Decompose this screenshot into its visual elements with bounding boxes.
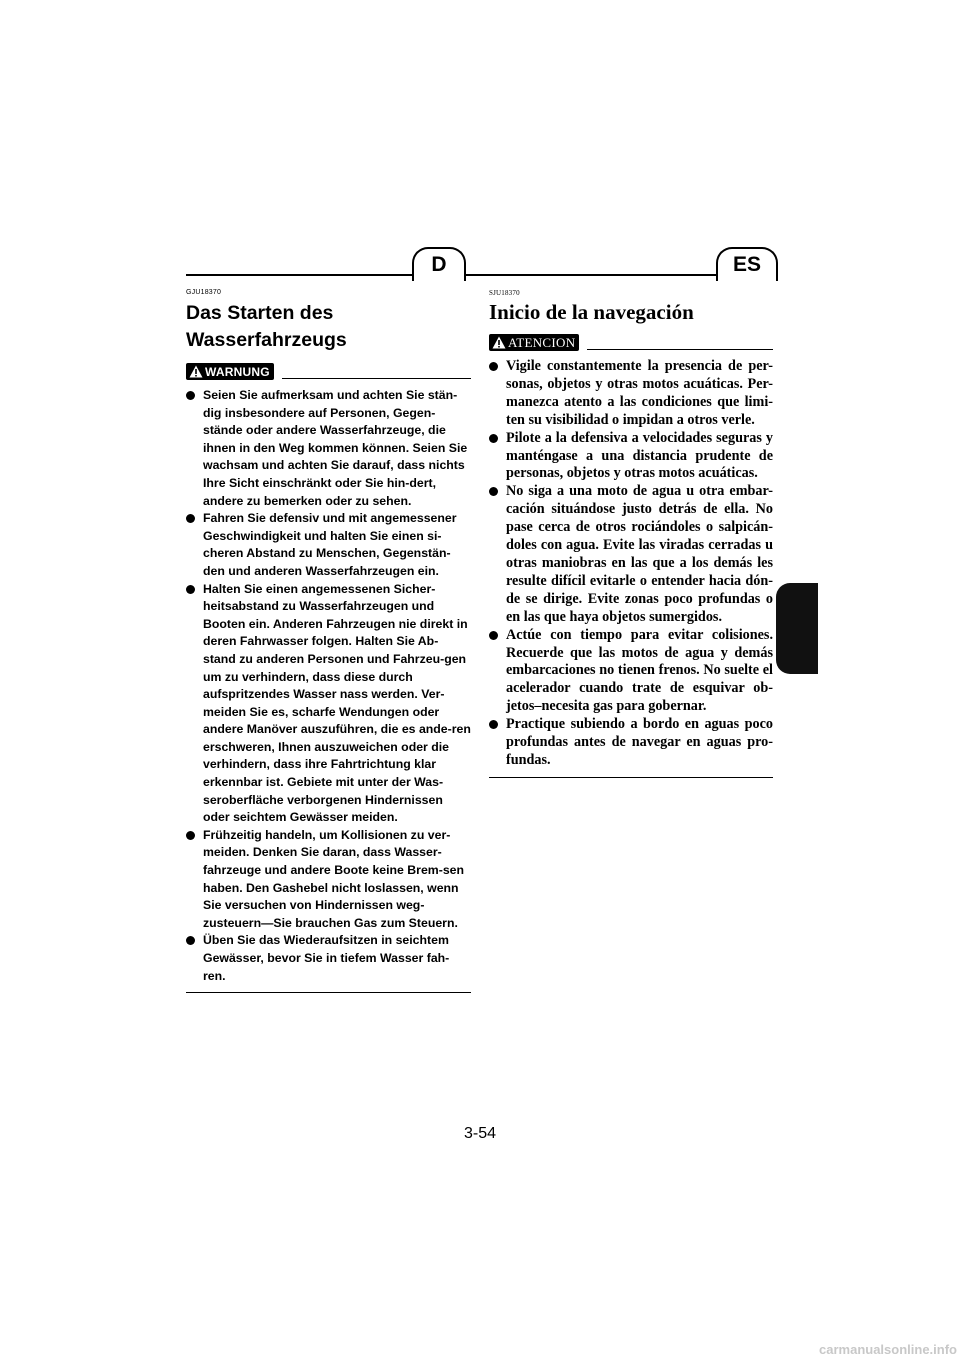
bullet-icon [489,631,498,640]
warning-label: ATENCION [508,334,576,350]
list-item [489,483,773,626]
warning-header [186,360,471,380]
list-item [186,387,471,510]
list-item-text: Seien Sie aufmerksam und achten Sie stän-dig insbesondere auf Personen, Gegen-stände oder andere Wasserfahrzeuge, die ihnen in den Weg kommen können. Seien Sie wachsam und achten Sie darauf, dass nichts Ihre Sicht einschränkt oder Sie hin-dert, andere zu bemerken oder zu sehen. [203,388,468,508]
warning-rule [587,349,773,350]
language-tab-spanish: ES [716,247,778,281]
warning-badge [186,363,274,380]
list-item-text: Üben Sie das Wiederaufsitzen in seichtem Gewässer, bevor Sie in tiefem Wasser fah-ren. [203,933,450,983]
header-rule [186,274,774,276]
warning-header [489,331,773,351]
warning-label: WARNUNG [205,364,270,379]
german-column [186,288,471,993]
warning-triangle-icon [492,336,506,349]
list-item-text: No siga a una moto de agua u otra embar-cación situándose justo detrás de ella. No pase cerca de otros rociándoles o salpicán-doles con agua. Evite las viradas cerradas u otras maniobras en las que a los demás les resulte difícil evitarle o entender hacia dón-de se dirige. Evite zonas poco profundas o en las que haya objetos sumergidos. [506,483,773,625]
warning-triangle-icon [189,365,203,378]
bullet-icon [186,391,195,400]
warning-end-rule [186,992,471,993]
bullet-icon [489,487,498,496]
section-code: GJU18370 [186,289,222,296]
warning-rule [282,378,471,379]
list-item [489,716,773,770]
warning-end-rule [489,777,773,778]
warning-list [489,358,773,770]
list-item [186,932,471,985]
list-item [186,581,471,827]
section-title: Das Starten des Wasserfahrzeugs [186,302,347,351]
section-code: SJU18370 [489,289,520,297]
bullet-icon [186,831,195,840]
bullet-icon [186,585,195,594]
list-item-text: Halten Sie einen angemessenen Sicher-heitsabstand zu Wasserfahrzeugen und Booten ein. Anderen Fahrzeugen nie direkt in deren Fahrwasser folgen. Halten Sie Ab-stand zu anderen Personen und Fahrzeu-gen um zu verhindern, dass diese durch aufspritzendes Wasser nass werden. Ver-meiden Sie es, scharfe Wendungen oder andere Manöver auszuführen, die es ande-ren erschweren, Ihnen auszuweichen oder die verhindern, dass ihre Fahrtrichtung klar erkennbar ist. Gebiete mit unter der Was-seroberfläche verborgenen Hindernissen oder seichtem Gewässer meiden. [203,581,471,825]
list-item [186,510,471,580]
section-title: Inicio de la navegación [489,300,694,324]
list-item-text: Vigile constantemente la presencia de per-sonas, objetos y otras motos acuáticas. Per-manezca atento a las condiciones que limi-ten su visibilidad o impidan a otros verle. [506,358,773,428]
spanish-column [489,288,773,778]
list-item [489,627,773,717]
section-thumb-tab [776,583,818,674]
language-tab-german: D [412,247,466,281]
warning-list [186,387,471,985]
list-item-text: Fahren Sie defensiv und mit angemessener Geschwindigkeit und halten Sie einen si-cheren Abstand zu Menschen, Gegenstän-den und anderen Wasserfahrzeugen ein. [203,511,457,578]
list-item [489,358,773,430]
list-item-text: Pilote a la defensiva a velocidades seguras y manténgase a una distancia prudente de personas, objetos y otras motos acuáticas. [506,429,773,482]
bullet-icon [186,936,195,945]
bullet-icon [489,362,498,371]
bullet-icon [186,514,195,523]
list-item-text: Frühzeitig handeln, um Kollisionen zu ver-meiden. Denken Sie daran, dass Wasser-fahrzeuge und andere Boote keine Brem-sen haben. Den Gashebel nicht loslassen, wenn Sie versuchen von Hindernissen weg-zusteuern—Sie brauchen Gas zum Steuern. [203,827,465,930]
page-number: 3-54 [463,1125,497,1142]
list-item [186,827,471,933]
watermark-text: carmanualsonline.info [819,1342,957,1357]
list-item-text: Actúe con tiempo para evitar colisiones. Recuerde que las motos de agua y demás embarcaciones no tienen frenos. No suelte el acelerador cuando trate de esquivar ob-jetos–necesita gas para gobernar. [506,626,773,715]
warning-badge [489,334,579,351]
bullet-icon [489,434,498,443]
list-item-text: Practique subiendo a bordo en aguas poco profundas antes de navegar en aguas pro-fundas. [506,716,773,768]
list-item [489,430,773,484]
bullet-icon [489,720,498,729]
